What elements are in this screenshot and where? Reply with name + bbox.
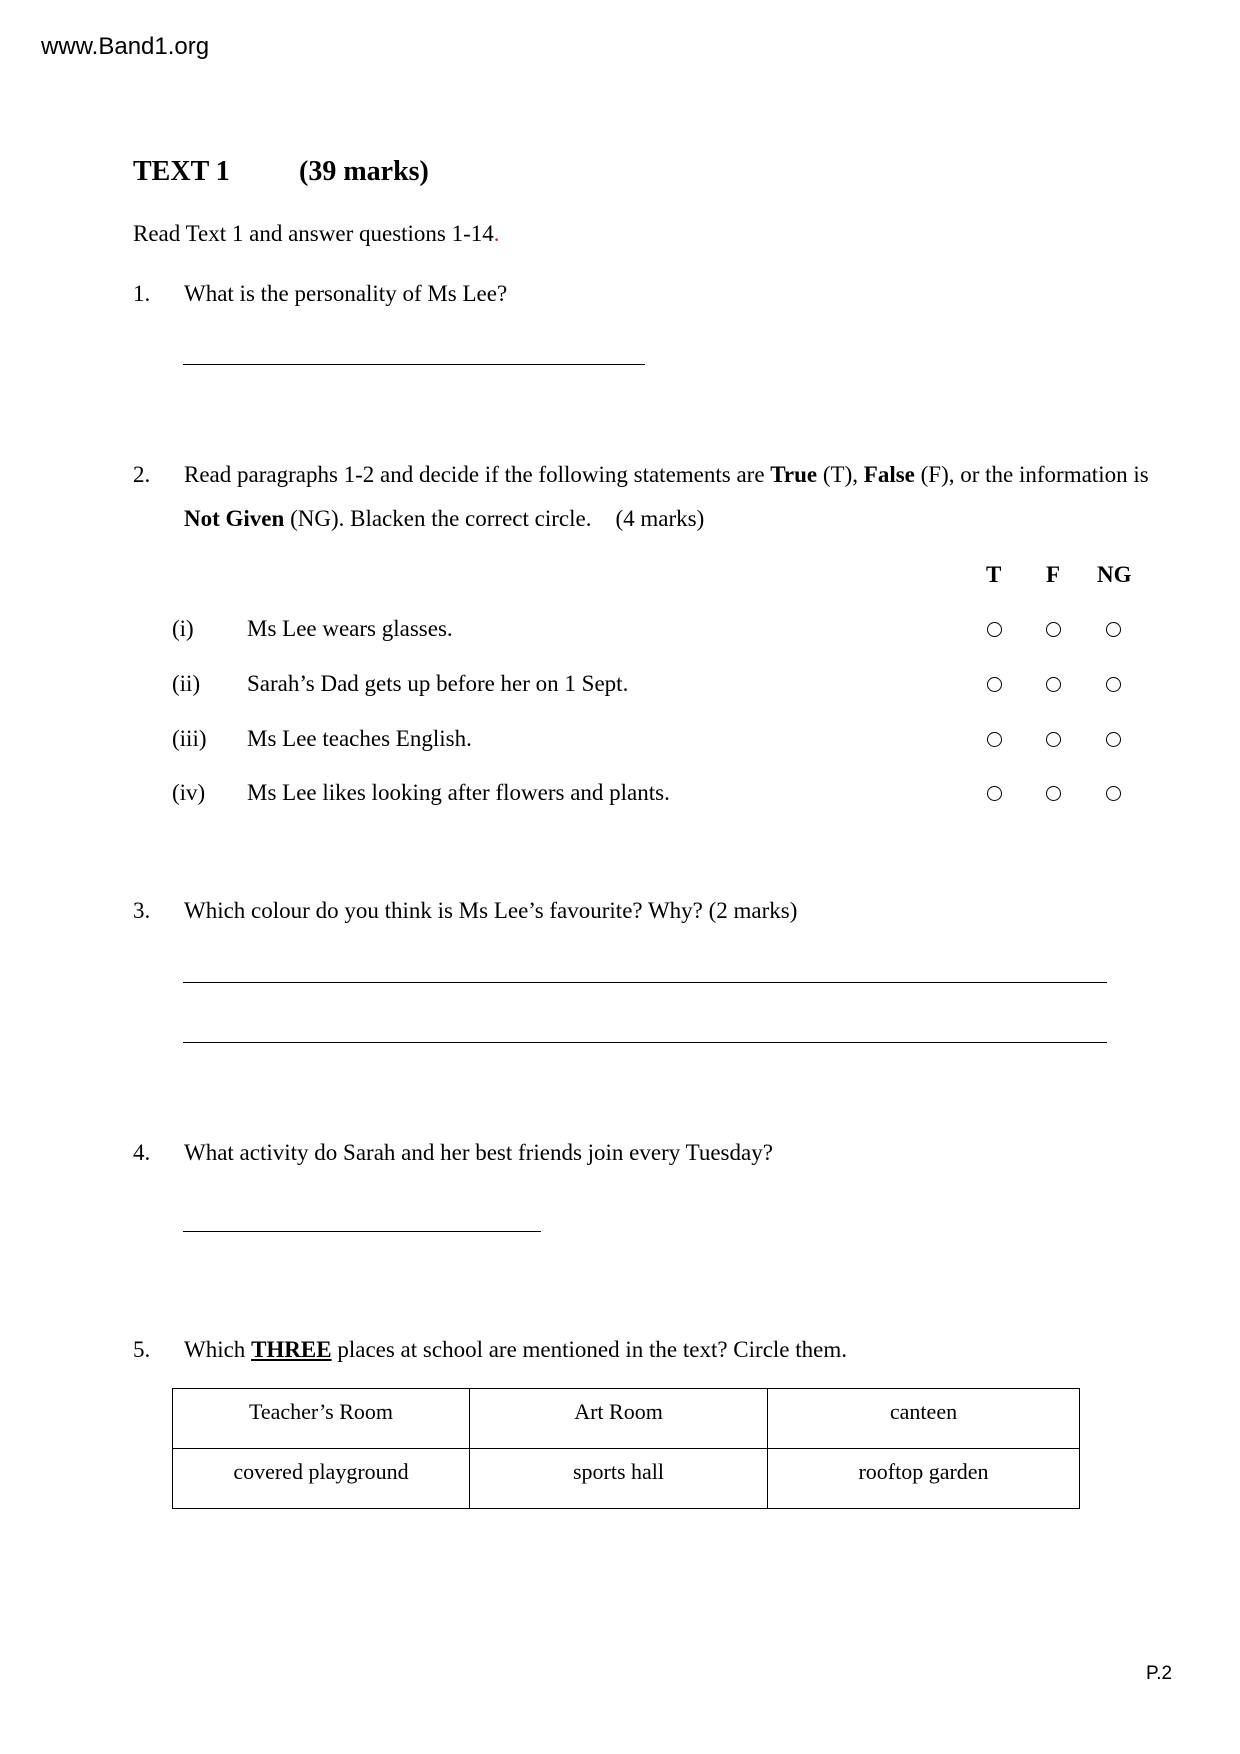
q4-answer-line[interactable] bbox=[183, 1231, 541, 1232]
statement-text: Ms Lee likes looking after flowers and plants. bbox=[247, 780, 670, 805]
place-cell[interactable]: Art Room bbox=[470, 1389, 768, 1449]
place-cell[interactable]: covered playground bbox=[173, 1449, 470, 1509]
statement-text: Sarah’s Dad gets up before her on 1 Sept. bbox=[247, 671, 629, 696]
q5-number: 5. bbox=[133, 1337, 151, 1362]
answer-circle-f[interactable] bbox=[1046, 786, 1061, 801]
page-number: P.2 bbox=[1146, 1663, 1173, 1684]
answer-circle-ng[interactable] bbox=[1106, 622, 1121, 637]
q3-answer-line-2[interactable] bbox=[183, 1042, 1107, 1043]
q4-text: What activity do Sarah and her best friends join every Tuesday? bbox=[184, 1140, 773, 1165]
q4-number: 4. bbox=[133, 1140, 151, 1165]
place-cell[interactable]: Teacher’s Room bbox=[173, 1389, 470, 1449]
answer-circle-f[interactable] bbox=[1046, 622, 1061, 637]
answer-circle-t[interactable] bbox=[987, 786, 1002, 801]
answer-circle-t[interactable] bbox=[987, 622, 1002, 637]
section-title: TEXT 1 bbox=[133, 156, 230, 187]
site-watermark: www.Band1.org bbox=[41, 33, 210, 60]
places-table bbox=[172, 1388, 1080, 1509]
q2-number: 2. bbox=[133, 462, 151, 487]
q3-answer-line-1[interactable] bbox=[183, 982, 1107, 983]
answer-circle-t[interactable] bbox=[987, 732, 1002, 747]
statement-label: (ii) bbox=[172, 671, 201, 696]
answer-circle-f[interactable] bbox=[1046, 677, 1061, 692]
q3-text: Which colour do you think is Ms Lee’s favourite? Why? (2 marks) bbox=[184, 898, 798, 923]
q3-number: 3. bbox=[133, 898, 151, 923]
answer-circle-f[interactable] bbox=[1046, 732, 1061, 747]
place-cell[interactable]: canteen bbox=[768, 1389, 1080, 1449]
statement-text: Ms Lee teaches English. bbox=[247, 726, 472, 751]
column-header-ng: NG bbox=[1097, 562, 1132, 587]
section-marks: (39 marks) bbox=[299, 156, 429, 187]
section-instruction: Read Text 1 and answer questions 1-14. bbox=[133, 221, 500, 246]
statement-label: (i) bbox=[172, 616, 194, 641]
answer-circle-ng[interactable] bbox=[1106, 786, 1121, 801]
answer-circle-ng[interactable] bbox=[1106, 677, 1121, 692]
answer-circle-ng[interactable] bbox=[1106, 732, 1121, 747]
place-cell[interactable]: rooftop garden bbox=[768, 1449, 1080, 1509]
column-header-f: F bbox=[1046, 562, 1061, 587]
q1-answer-line[interactable] bbox=[183, 364, 645, 365]
statement-text: Ms Lee wears glasses. bbox=[247, 616, 453, 641]
statement-label: (iii) bbox=[172, 726, 207, 751]
q2-text-line1: Read paragraphs 1-2 and decide if the following statements are True (T), False (F), or the information is bbox=[184, 462, 1149, 487]
place-cell[interactable]: sports hall bbox=[470, 1449, 768, 1509]
answer-circle-t[interactable] bbox=[987, 677, 1002, 692]
q1-text: What is the personality of Ms Lee? bbox=[184, 281, 508, 306]
q2-text-line2: Not Given (NG). Blacken the correct circle. (4 marks) bbox=[184, 506, 705, 531]
table-row bbox=[173, 1449, 1080, 1509]
q5-text: Which THREE places at school are mentioned in the text? Circle them. bbox=[184, 1337, 847, 1362]
statement-label: (iv) bbox=[172, 780, 206, 805]
column-header-t: T bbox=[986, 562, 1002, 587]
q1-number: 1. bbox=[133, 281, 151, 306]
table-row bbox=[173, 1389, 1080, 1449]
